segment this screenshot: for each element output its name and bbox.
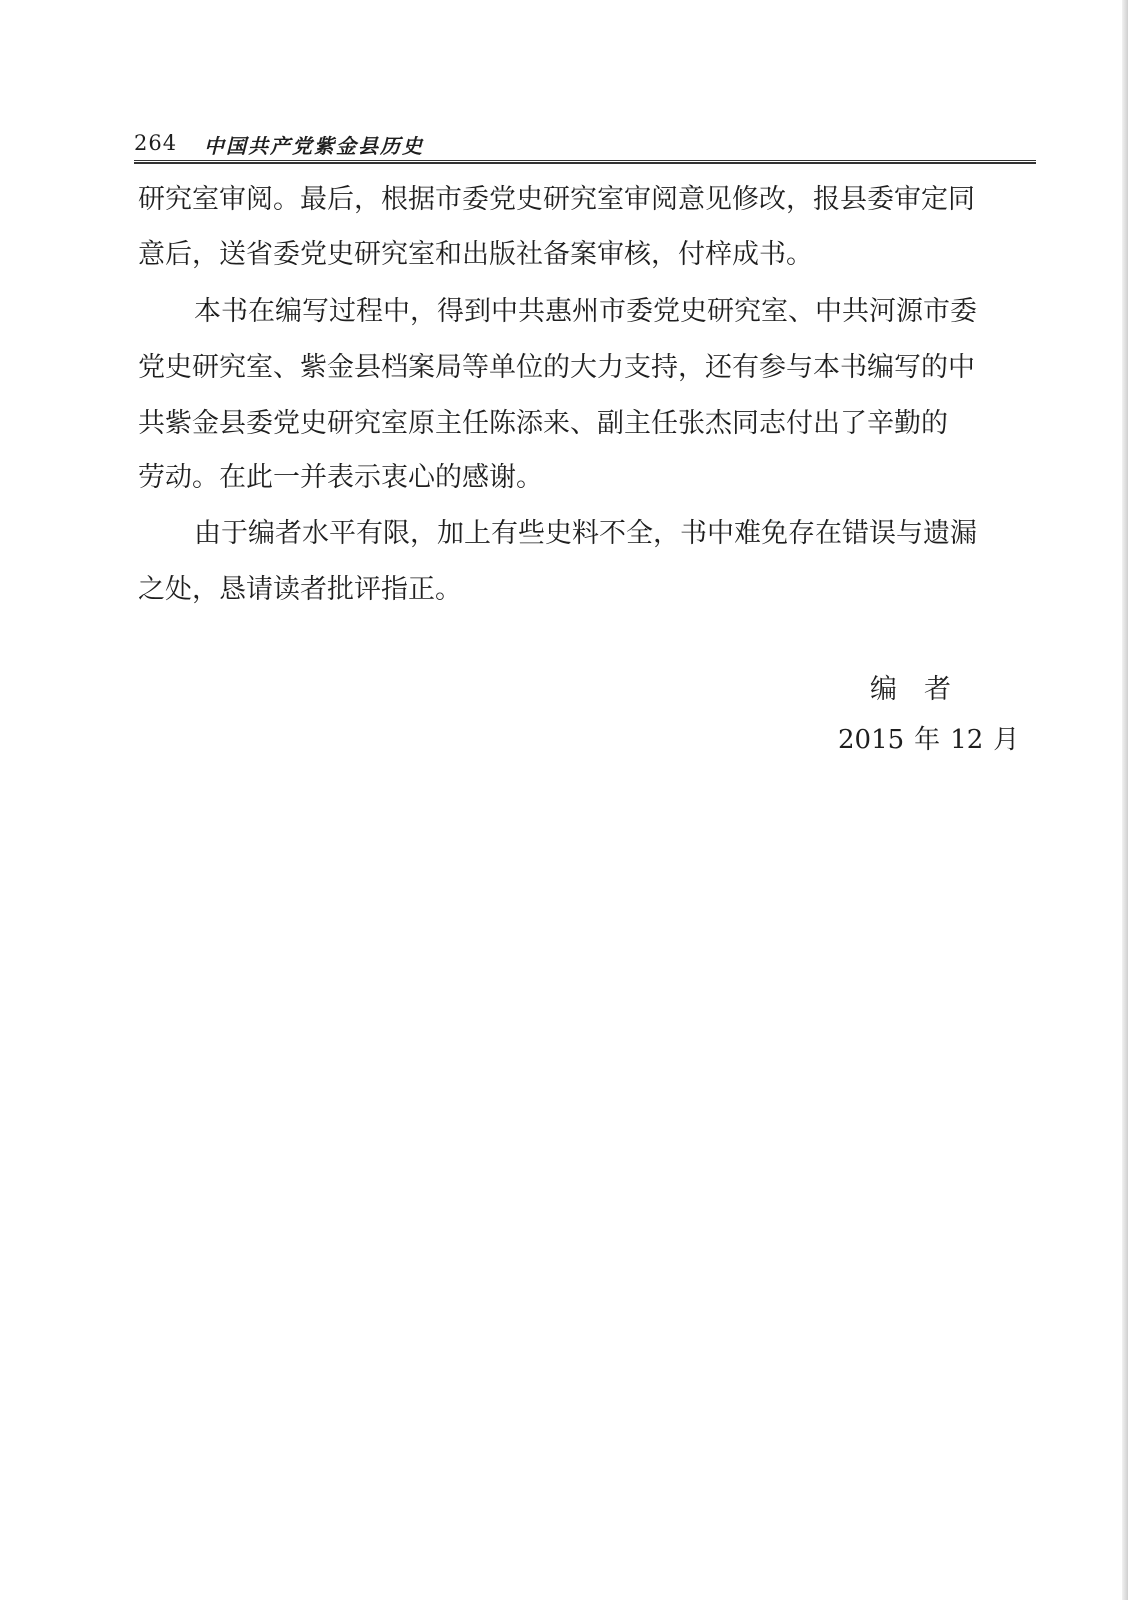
text-line: 之处，恳请读者批评指正。 — [138, 574, 462, 605]
text-line: 共紫金县委党史研究室原主任陈添来、副主任张杰同志付出了辛勤的 — [138, 408, 948, 439]
header-rule — [134, 160, 1036, 164]
text-line: 意后，送省委党史研究室和出版社备案审核，付梓成书。 — [138, 239, 813, 270]
author-signature: 编 者 — [870, 674, 951, 705]
date-month-char: 月 — [993, 725, 1020, 755]
book-title: 中国共产党紫金县历史 — [204, 134, 424, 158]
text-line: 党史研究室、紫金县档案局等单位的大力支持，还有参与本书编写的中 — [138, 352, 975, 383]
page-edge-shadow — [1122, 0, 1128, 1600]
date-year-char: 年 — [914, 725, 941, 755]
signature-date — [838, 720, 1019, 760]
date-month: 12 — [950, 725, 984, 755]
page-number: 264 — [134, 131, 178, 155]
text-line: 研究室审阅。最后，根据市委党史研究室审阅意见修改，报县委审定同 — [138, 184, 975, 215]
paragraph-start-line: 本书在编写过程中，得到中共惠州市委党史研究室、中共河源市委 — [194, 296, 977, 327]
date-year: 2015 — [838, 725, 905, 755]
text-line: 劳动。在此一并表示衷心的感谢。 — [138, 462, 543, 493]
paragraph-start-line: 由于编者水平有限，加上有些史料不全，书中难免存在错误与遗漏 — [194, 518, 977, 549]
running-header — [134, 128, 1036, 160]
